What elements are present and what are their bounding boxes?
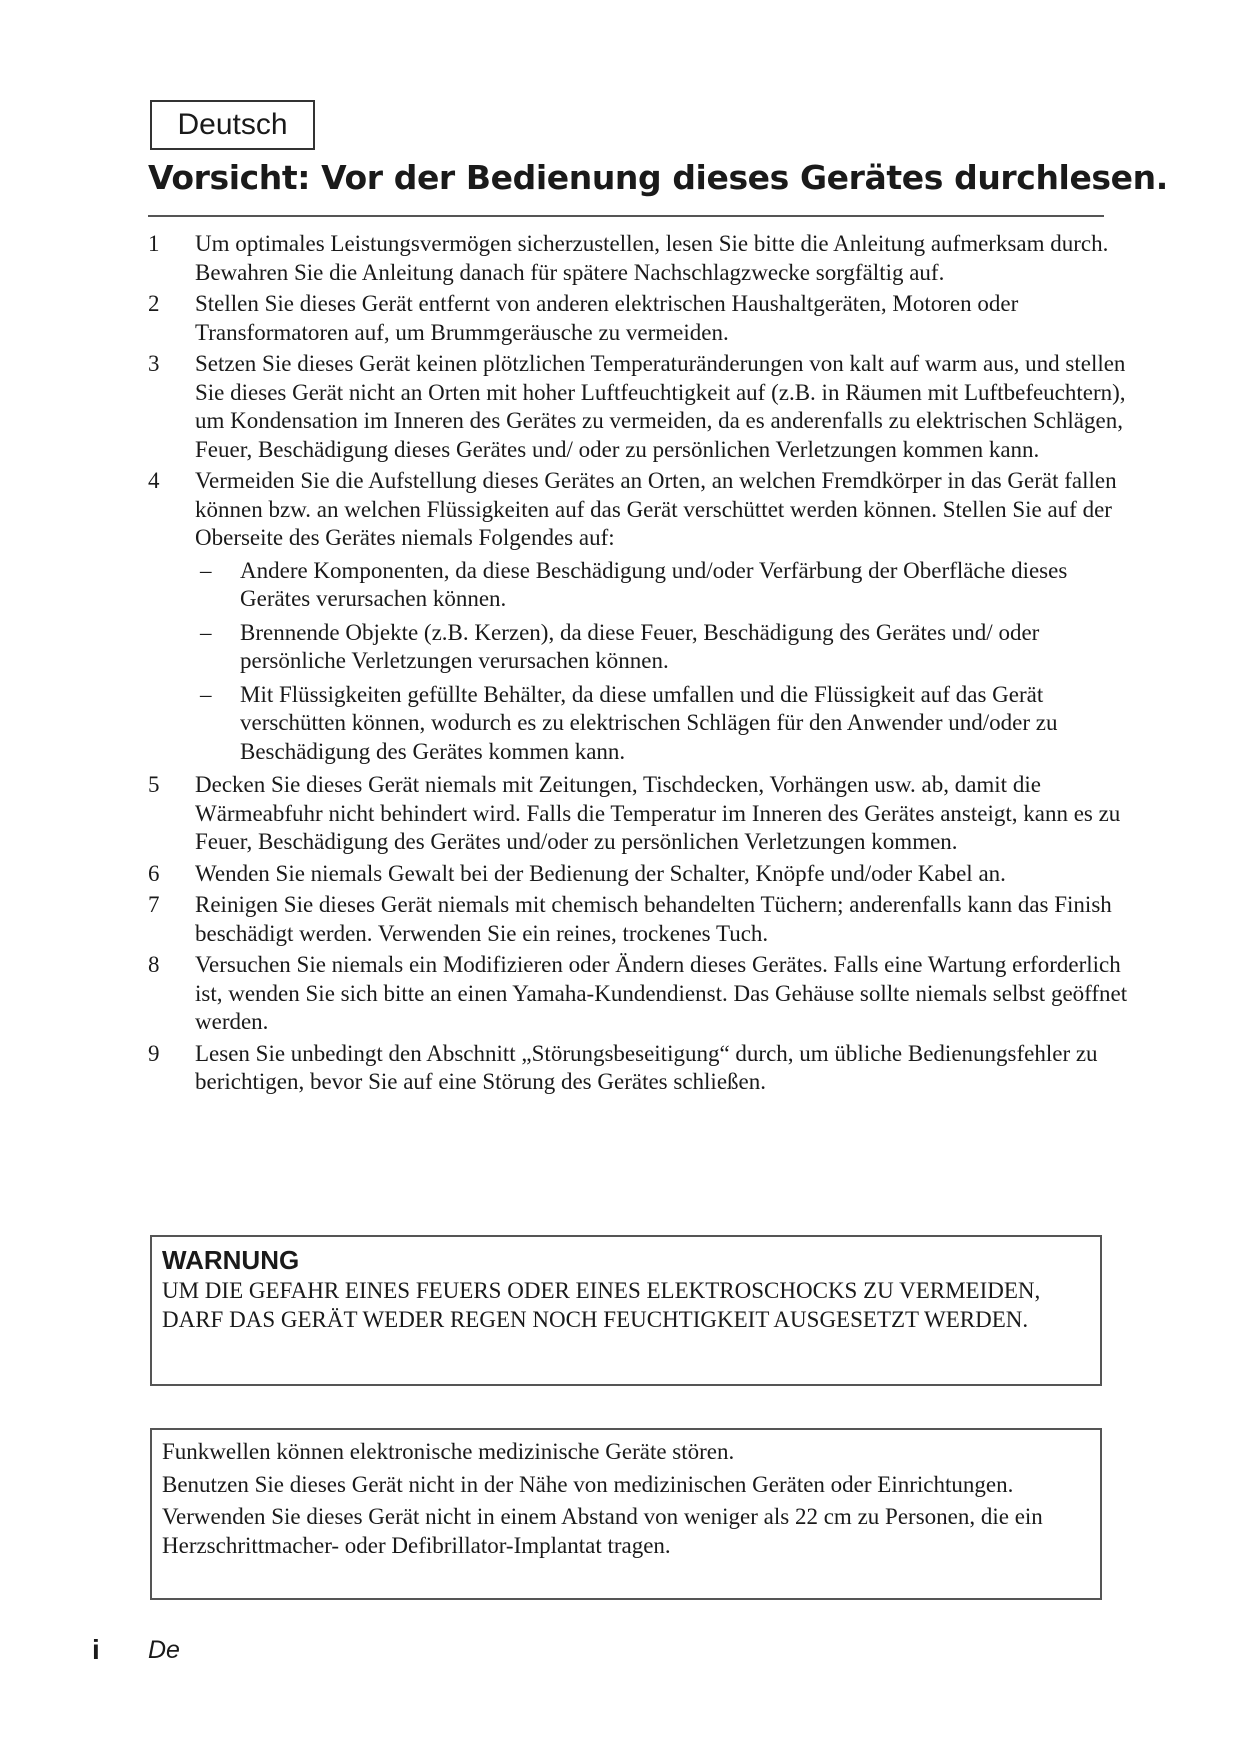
dash-marker: –	[200, 681, 212, 707]
sub-item-text: Brennende Objekte (z.B. Kerzen), da diese Feuer, Beschädigung des Gerätes und/ oder persönliche Verletzungen verursachen können.	[240, 619, 1040, 673]
item-number: 4	[148, 468, 160, 493]
sub-list	[195, 557, 1138, 767]
item-text: Setzen Sie dieses Gerät keinen plötzlichen Temperaturänderungen von kalt auf warm aus, und stellen Sie dieses Gerät nicht an Orten mit hoher Luftfeuchtigkeit auf (z.B. in Räumen mit Luftbefeuchtern), um Kondensation im Inneren des Gerätes zu vermeiden, da es anderenfalls zu elektrischen Schlägen, Feuer, Beschädigung dieses Gerätes und/ oder zu persönlichen Verletzungen kommen kann.	[195, 351, 1126, 462]
item-number: 3	[148, 351, 160, 376]
item-text: Reinigen Sie dieses Gerät niemals mit chemisch behandelten Tüchern; anderenfalls kann das Finish beschädigt werden. Verwenden Sie ein reines, trockenes Tuch.	[195, 892, 1112, 946]
dash-marker: –	[200, 619, 212, 645]
item-text: Decken Sie dieses Gerät niemals mit Zeitungen, Tischdecken, Vorhängen usw. ab, damit die Wärmeabfuhr nicht behindert wird. Falls die Temperatur im Inneren des Gerätes ansteigt, kann es zu Feuer, Beschädigung des Gerätes und/oder zu persönlichen Verletzungen kommen.	[195, 772, 1121, 854]
list-item	[148, 350, 1138, 464]
notice-line: Benutzen Sie dieses Gerät nicht in der Nähe von medizinischen Geräten oder Einrichtungen.	[162, 1471, 1014, 1497]
item-number: 1	[148, 231, 160, 256]
warning-title: WARNUNG	[162, 1245, 300, 1275]
page-title: Vorsicht: Vor der Bedienung dieses Gerätes durchlesen.	[148, 158, 1168, 197]
sub-list-item	[195, 681, 1138, 767]
item-number: 7	[148, 892, 160, 917]
language-tab: Deutsch	[150, 100, 315, 150]
list-item	[148, 771, 1138, 857]
item-number: 2	[148, 291, 160, 316]
item-text: Stellen Sie dieses Gerät entfernt von anderen elektrischen Haushaltgeräten, Motoren oder Transformatoren auf, um Brummgeräusche zu vermeiden.	[195, 291, 1019, 345]
item-text: Um optimales Leistungsvermögen sicherzustellen, lesen Sie bitte die Anleitung aufmerksam durch. Bewahren Sie die Anleitung danach für spätere Nachschlagzwecke sorgfältig auf.	[195, 231, 1109, 285]
radio-notice-box	[150, 1428, 1102, 1600]
item-text: Vermeiden Sie die Aufstellung dieses Gerätes an Orten, an welchen Fremdkörper in das Gerät fallen können bzw. an welchen Flüssigkeiten auf das Gerät verschüttet werden können. Stellen Sie auf der Oberseite des Gerätes niemals Folgendes auf:	[195, 468, 1117, 550]
item-number: 8	[148, 952, 160, 977]
list-item	[148, 1040, 1138, 1097]
page-number: i	[92, 1634, 100, 1665]
notice-line: Verwenden Sie dieses Gerät nicht in einem Abstand von weniger als 22 cm zu Personen, die ein Herzschrittmacher- oder Defibrillator-Implantat tragen.	[162, 1504, 1043, 1558]
notice-line: Funkwellen können elektronische medizinische Geräte stören.	[162, 1439, 735, 1464]
item-number: 9	[148, 1040, 160, 1066]
sub-item-text: Andere Komponenten, da diese Beschädigung und/oder Verfärbung der Oberfläche dieses Gerätes verursachen können.	[240, 557, 1068, 611]
list-item	[148, 860, 1138, 889]
sub-list-item	[195, 619, 1138, 676]
dash-marker: –	[200, 557, 212, 583]
item-text: Lesen Sie unbedingt den Abschnitt „Störungsbeseitigung“ durch, um übliche Bedienungsfehler zu berichtigen, bevor Sie auf eine Störung des Gerätes schließen.	[195, 1040, 1098, 1094]
sub-item-text: Mit Flüssigkeiten gefüllte Behälter, da diese umfallen und die Flüssigkeit auf das Gerät verschütten können, wodurch es zu elektrischen Schlägen für den Anwender und/oder zu Beschädigung des Gerätes kommen kann.	[240, 681, 1058, 764]
item-number: 6	[148, 860, 160, 886]
list-item	[148, 951, 1138, 1037]
precaution-list	[148, 230, 1138, 1100]
page-language-code: De	[148, 1636, 180, 1664]
list-item	[148, 230, 1138, 287]
list-item	[148, 290, 1138, 347]
sub-list-item	[195, 557, 1138, 614]
item-text: Wenden Sie niemals Gewalt bei der Bedienung der Schalter, Knöpfe und/oder Kabel an.	[195, 860, 1006, 886]
warning-text: UM DIE GEFAHR EINES FEUERS ODER EINES ELEKTROSCHOCKS ZU VERMEIDEN, DARF DAS GERÄT WEDER REGEN NOCH FEUCHTIGKEIT AUSGESETZT WERDEN.	[162, 1278, 1041, 1332]
warning-box	[150, 1235, 1102, 1386]
list-item	[148, 891, 1138, 948]
item-text: Versuchen Sie niemals ein Modifizieren oder Ändern dieses Gerätes. Falls eine Wartung erforderlich ist, wenden Sie sich bitte an einen Yamaha-Kundendienst. Das Gehäuse sollte niemals selbst geöffnet werden.	[195, 952, 1128, 1034]
item-number: 5	[148, 772, 160, 797]
title-divider	[148, 215, 1104, 217]
list-item	[148, 467, 1138, 766]
